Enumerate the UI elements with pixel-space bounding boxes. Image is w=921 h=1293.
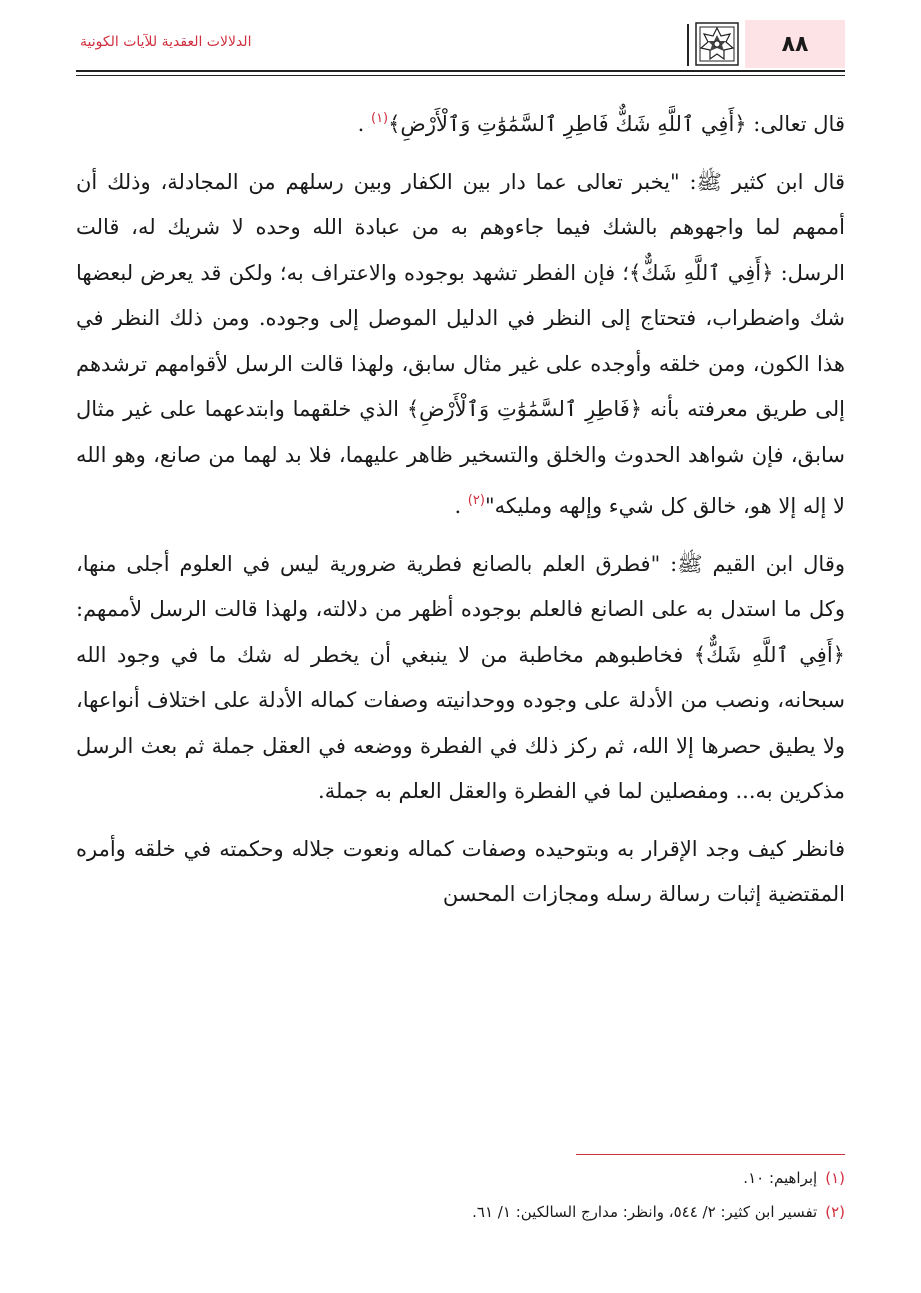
footnote-ref-1[interactable]: (١) <box>370 111 389 126</box>
page-number: ٨٨ <box>781 31 809 57</box>
footnote-number: (١) <box>825 1169 845 1187</box>
footnotes <box>76 1166 845 1234</box>
paragraph-4-text: فانظر كيف وجد الإقرار به وبتوحيده وصفات كماله ونعوت جلاله وحكمته في خلقه وأمره المقتضية إثبات رسالة رسله ومجازات المحسن <box>76 836 845 906</box>
footnote-2 <box>76 1200 845 1224</box>
paragraph-2-text-3: الذي خلقهما وابتدعهما على غير مثال سابق، فإن شواهد الحدوث والخلق والتسخير ظاهر عليهما، فلا بد لهما من صانع، وهو الله لا إله إلا هو، خالق كل شيء وإلهه ومليكه" <box>76 397 845 518</box>
paragraph-2-text-2: ؛ فإن الفطر تشهد بوجوده والاعتراف به؛ ولكن قد يعرض لبعضها شك واضطراب، فتحتاج إلى النظر في الدليل الموصل إلى وجوده. ومن ذلك النظر في هذا الكون، ومن خلقه وأوجده على غير مثال سابق، ولهذا قالت الرسل لأقوامهم ترشدهم إلى طريق معرفته بأنه <box>76 260 845 421</box>
paragraph-3-text-2: فخاطبوهم مخاطبة من لا ينبغي أن يخطر له شك ما في وجود الله سبحانه، ونصب من الأدلة على وجوده ووحدانيته وصفات كماله الأدلة على اختلاف أنواعها، ولا يطيق حصرها إلا الله، ثم ركز ذلك في الفطرة ووضعه في العقل جملة ثم بعث الرسل مذكرين به... ومفصلين لما في الفطرة والعقل العلم به جملة. <box>76 642 845 803</box>
book-title: الدلالات العقدية للآيات الكونية <box>80 34 252 50</box>
paragraph-1 <box>76 96 845 148</box>
paragraph-3-text-1: وقال ابن القيم ﷺ: "فطرق العلم بالصانع فطرية ضرورية ليس في العلوم أجلى منها، وكل ما استدل به على الصانع فالعلم بوجوده أظهر من دلالته، ولهذا قالت الرسل لأممهم: <box>76 551 845 621</box>
header-rule <box>76 70 845 72</box>
footnote-ref-2[interactable]: (٢) <box>467 493 485 508</box>
footnote-text: إبراهيم: ١٠. <box>743 1169 818 1187</box>
page-number-box <box>745 20 845 68</box>
page-body <box>76 96 845 918</box>
quran-verse: ﴿أَفِي ٱللَّهِ شَكٌّ﴾ <box>693 642 845 667</box>
header-divider <box>687 24 689 66</box>
footnote-text: تفسير ابن كثير: ٢/ ٥٤٤، وانظر: مدارج السالكين: ١/ ٦١. <box>472 1203 818 1221</box>
footnote-separator <box>576 1154 845 1155</box>
paragraph-2 <box>76 160 845 530</box>
paragraph-2-text-1: قال ابن كثير ﷺ: "يخبر تعالى عما دار بين الكفار وبين رسلهم من المجادلة، وذلك أن أممهم لما واجهوهم بالشك فيما جاءوهم به من عبادة الله وحده لا شريك له، قالت الرسل: <box>76 169 845 285</box>
header-rule-thin <box>76 75 845 76</box>
quran-verse: ﴿فَاطِرِ ٱلسَّمَٰوَٰتِ وَٱلْأَرْضِ﴾ <box>406 397 643 421</box>
paragraph-1-lead: قال تعالى: <box>746 112 845 136</box>
paragraph-2-tail: . <box>454 494 468 518</box>
star-ornament-icon <box>695 22 739 66</box>
paragraph-4 <box>76 827 845 918</box>
quran-verse: ﴿أَفِي ٱللَّهِ شَكٌّ﴾ <box>628 260 774 285</box>
page-header <box>76 20 845 68</box>
quran-verse: ﴿أَفِي ٱللَّهِ شَكٌّ فَاطِرِ ٱلسَّمَٰوَٰتِ وَٱلْأَرْضِ﴾ <box>388 112 747 136</box>
footnote-1 <box>76 1166 845 1190</box>
paragraph-1-tail: . <box>357 112 371 136</box>
footnote-number: (٢) <box>825 1203 845 1221</box>
paragraph-3 <box>76 542 845 815</box>
